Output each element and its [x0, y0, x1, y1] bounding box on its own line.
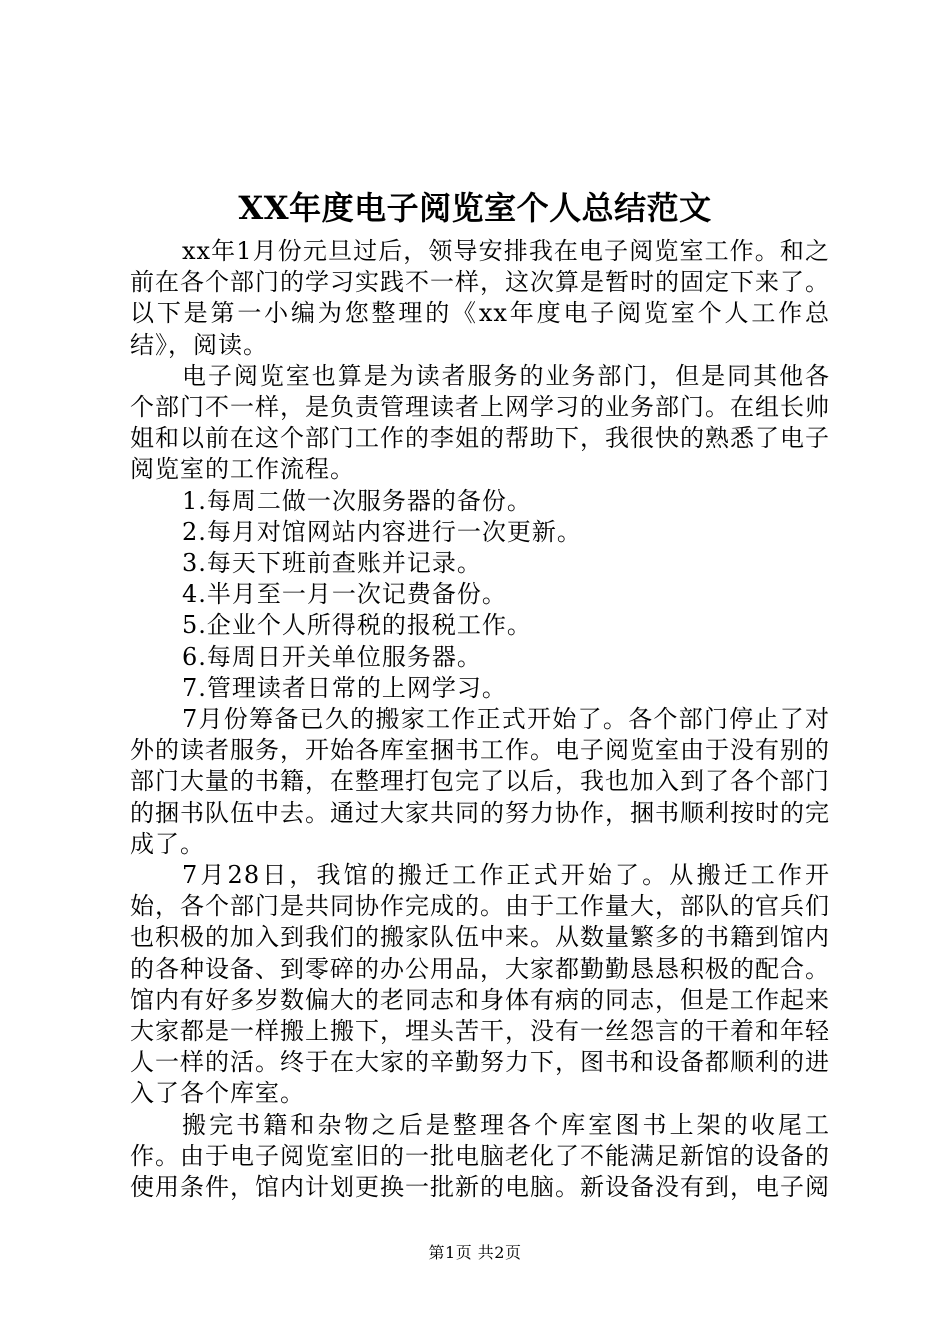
list-item: 2.每月对馆网站内容进行一次更新。	[182, 517, 582, 546]
paragraph: 7月份筹备已久的搬家工作正式开始了。各个部门停止了对外的读者服务，开始各库室捆书工作。电子阅览室由于没有别的部门大量的书籍，在整理打包完了以后，我也加入到了各个部门的捆书队伍中去。通过大家共同的努力协作，捆书顺利按时的完成了。	[130, 705, 830, 858]
list-item: 5.企业个人所得税的报税工作。	[182, 611, 532, 640]
list-item: 1.每周二做一次服务器的备份。	[182, 486, 532, 515]
paragraph: xx年1月份元旦过后，领导安排我在电子阅览室工作。和之前在各个部门的学习实践不一样，这次算是暂时的固定下来了。以下是第一小编为您整理的《xx年度电子阅览室个人工作总结》，阅读。	[130, 237, 830, 359]
list-item: 4.半月至一月一次记费备份。	[182, 580, 507, 609]
list-item: 7.管理读者日常的上网学习。	[182, 673, 507, 702]
document-title: XX年度电子阅览室个人总结范文	[238, 189, 712, 227]
list-item: 6.每周日开关单位服务器。	[182, 642, 482, 671]
paragraph: 搬完书籍和杂物之后是整理各个库室图书上架的收尾工作。由于电子阅览室旧的一批电脑老化了不能满足新馆的设备的使用条件，馆内计划更换一批新的电脑。新设备没有到，电子阅	[130, 1110, 830, 1202]
paragraph: 电子阅览室也算是为读者服务的业务部门，但是同其他各个部门不一样，是负责管理读者上网学习的业务部门。在组长帅姐和以前在这个部门工作的李姐的帮助下，我很快的熟悉了电子阅览室的工作流程。	[130, 361, 830, 484]
paragraph: 7月28日，我馆的搬迁工作正式开始了。从搬迁工作开始，各个部门是共同协作完成的。由于工作量大，部队的官兵们也积极的加入到我们的搬家队伍中来。从数量繁多的书籍到馆内的各种设备、到零碎的办公用品，大家都勤勤恳恳积极的配合。馆内有好多岁数偏大的老同志和身体有病的同志，但是工作起来大家都是一样搬上搬下，埋头苦干，没有一丝怨言的干着和年轻人一样的活。终于在大家的辛勤努力下，图书和设备都顺利的进入了各个库室。	[130, 861, 830, 1108]
document-body	[130, 236, 830, 1203]
page-number-footer: 第1页 共2页	[428, 1243, 522, 1262]
list-item: 3.每天下班前查账并记录。	[182, 549, 482, 578]
